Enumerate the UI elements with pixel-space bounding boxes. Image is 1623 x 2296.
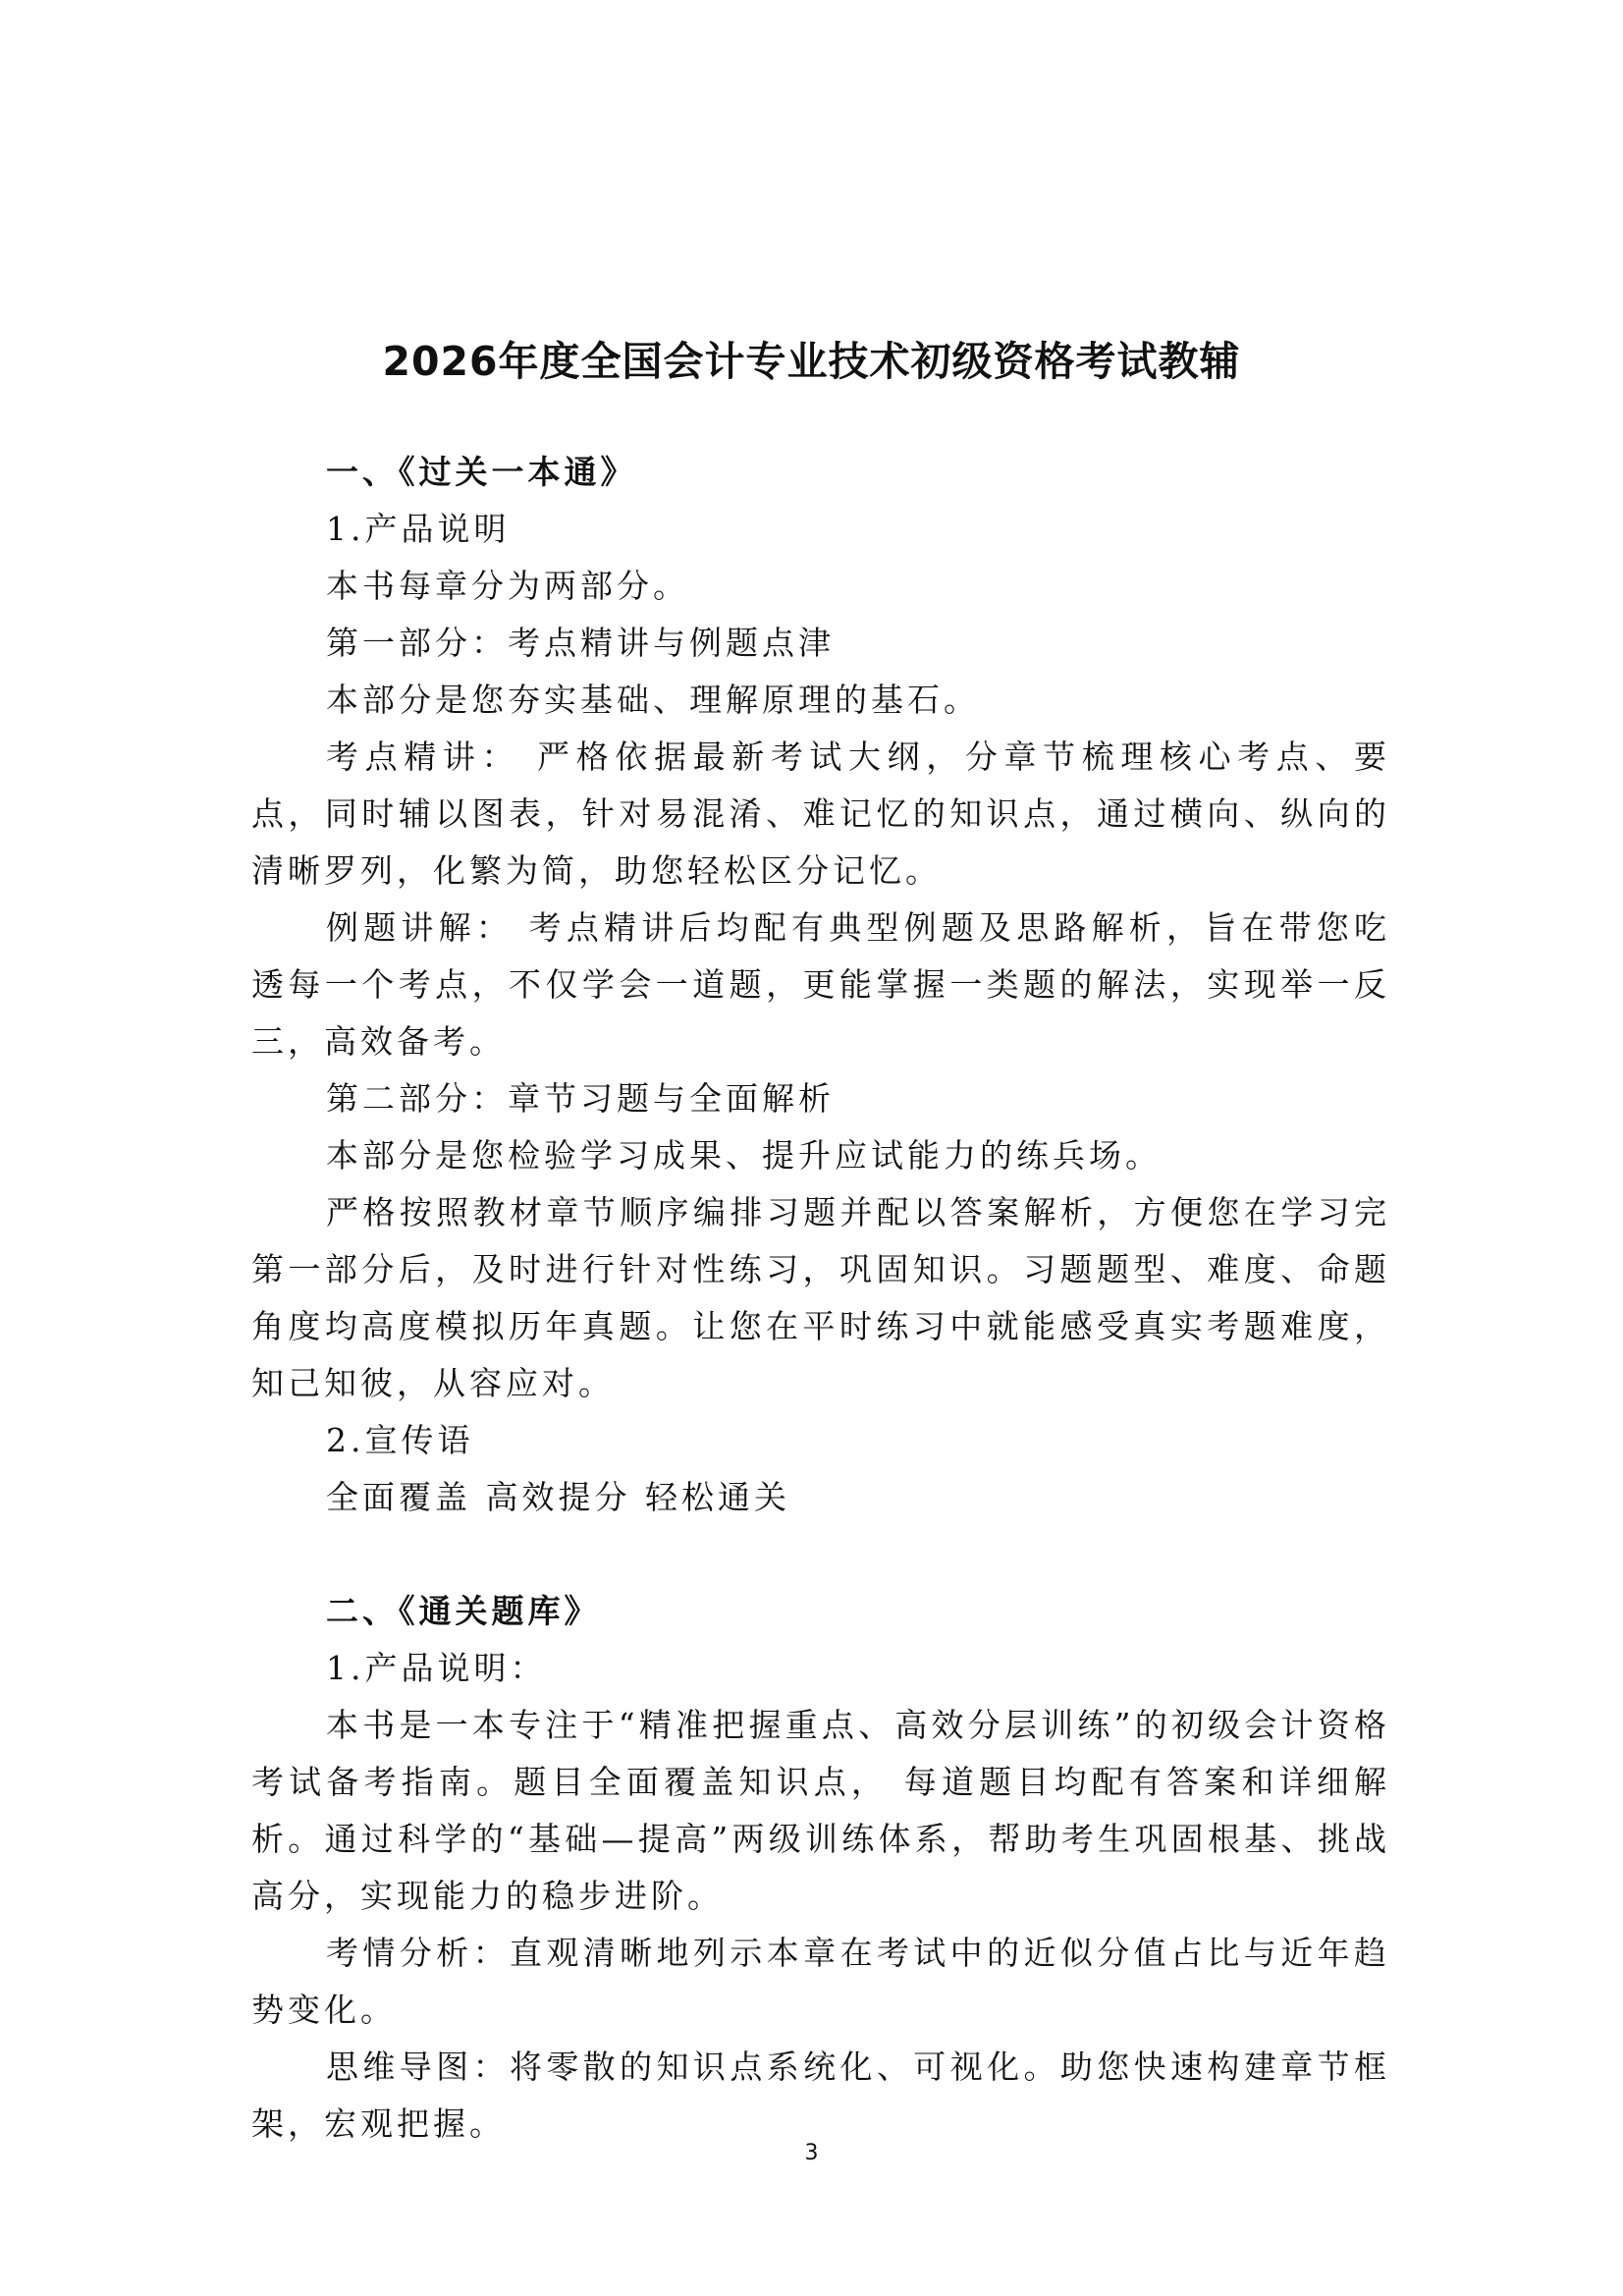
part-heading: 第一部分：考点精讲与例题点津 (326, 624, 835, 662)
paragraph: 本书每章分为两部分。 (326, 567, 689, 605)
subheading: 2.宣传语 (326, 1421, 474, 1459)
paragraph: 考点精讲： 严格依据最新考试大纲，分章节梳理核心考点、要点，同时辅以图表，针对易混淆、难记忆的知识点，通过横向、纵向的清晰罗列，化繁为简，助您轻松区分记忆。 (251, 738, 1390, 890)
subheading: 1.产品说明： (326, 1649, 547, 1687)
document-body (251, 444, 1390, 2153)
paragraph: 本部分是您夯实基础、理解原理的基石。 (326, 681, 980, 719)
paragraph: 思维导图：将零散的知识点系统化、可视化。助您快速构建章节框架，宏观把握。 (251, 2048, 1390, 2143)
paragraph: 本书是一本专注于“精准把握重点、高效分层训练”的初级会计资格考试备考指南。题目全面覆盖知识点， 每道题目均配有答案和详细解析。通过科学的“基础—提高”两级训练体系，帮助考生巩固根基、挑战高分，实现能力的稳步进阶。 (251, 1706, 1390, 1915)
paragraph: 本部分是您检验学习成果、提升应试能力的练兵场。 (326, 1136, 1162, 1175)
subheading: 1.产品说明 (326, 510, 511, 548)
slogan: 全面覆盖 高效提分 轻松通关 (326, 1478, 790, 1516)
part-heading: 第二部分：章节习题与全面解析 (326, 1079, 835, 1118)
paragraph: 严格按照教材章节顺序编排习题并配以答案解析，方便您在学习完第一部分后，及时进行针对性练习，巩固知识。习题题型、难度、命题角度均高度模拟历年真题。让您在平时练习中就能感受真实考题难度，知己知彼，从容应对。 (251, 1193, 1390, 1402)
section-heading: 一、《过关一本通》 (326, 453, 637, 491)
document-title: 2026年度全国会计专业技术初级资格考试教辅 (382, 338, 1241, 385)
paragraph: 例题讲解： 考点精讲后均配有典型例题及思路解析，旨在带您吃透每一个考点，不仅学会一道题，更能掌握一类题的解法，实现举一反三，高效备考。 (251, 908, 1390, 1061)
section-spacer (251, 1526, 1390, 1583)
paragraph: 考情分析：直观清晰地列示本章在考试中的近似分值占比与近年趋势变化。 (251, 1934, 1390, 2029)
section-heading: 二、《通关题库》 (326, 1592, 601, 1630)
page-number: 3 (804, 2141, 819, 2165)
